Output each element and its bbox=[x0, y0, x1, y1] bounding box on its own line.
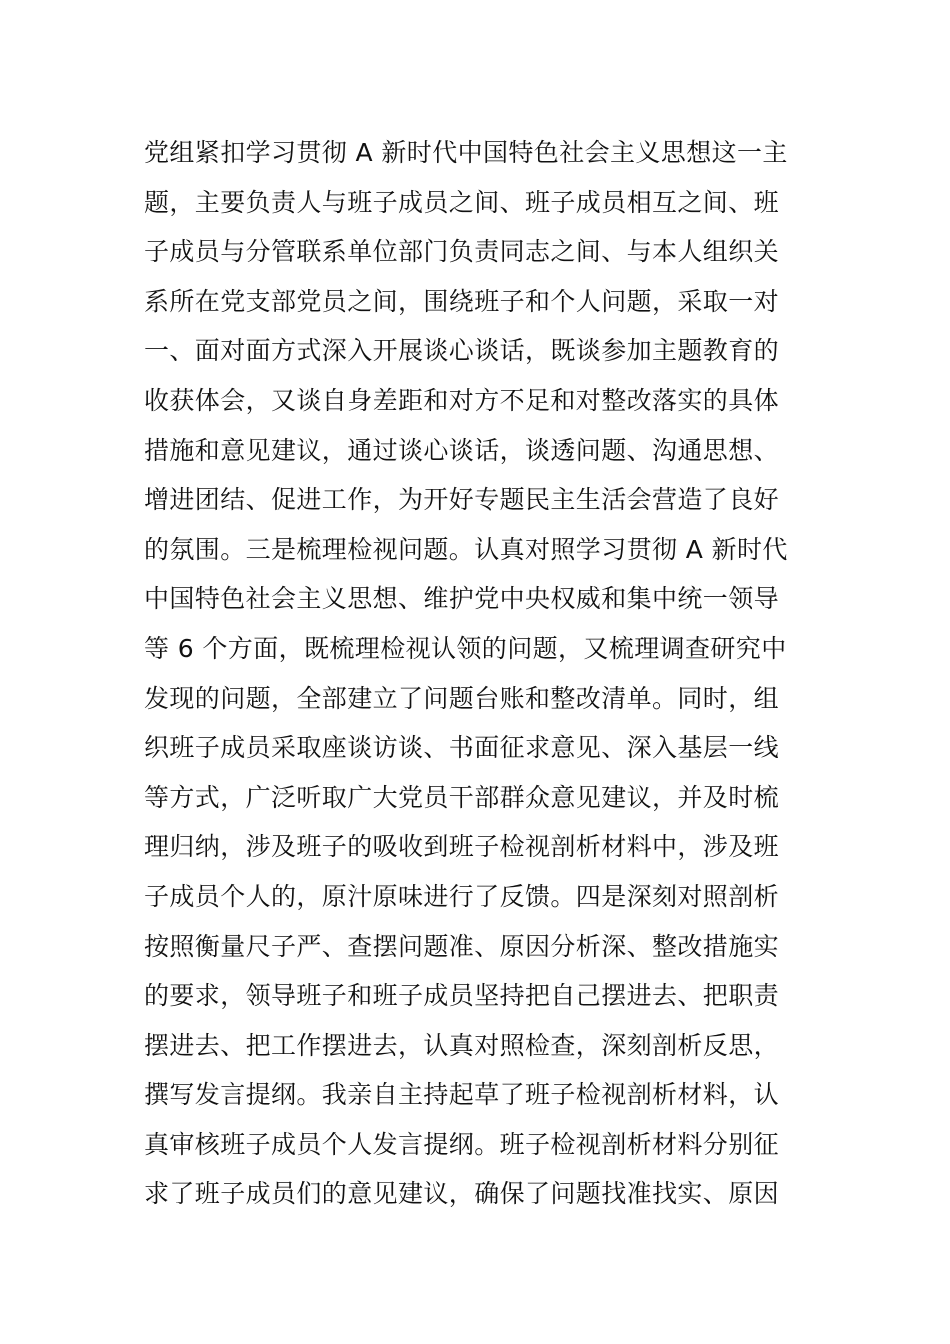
text-line-7: 措施和意见建议，通过谈心谈话，谈透问题、沟通思想、 bbox=[144, 435, 780, 465]
text-line-3: 子成员与分管联系单位部门负责同志之间、与本人组织关 bbox=[144, 237, 780, 267]
text-line-22: 求了班子成员们的意见建议，确保了问题找准找实、原因 bbox=[144, 1179, 780, 1209]
body-text bbox=[144, 128, 824, 1219]
text-line-13: 织班子成员采取座谈访谈、书面征求意见、深入基层一线 bbox=[144, 733, 780, 763]
text-line-4: 系所在党支部党员之间，围绕班子和个人问题，采取一对 bbox=[144, 286, 780, 316]
text-line-6: 收获体会，又谈自身差距和对方不足和对整改落实的具体 bbox=[144, 385, 780, 415]
text-line-10: 中国特色社会主义思想、维护党中央权威和集中统一领导 bbox=[144, 584, 780, 614]
text-line-15: 理归纳，涉及班子的吸收到班子检视剖析材料中，涉及班 bbox=[144, 832, 780, 862]
text-line-11: 等 6 个方面，既梳理检视认领的问题，又梳理调查研究中 bbox=[144, 633, 787, 663]
text-line-20: 撰写发言提纲。我亲自主持起草了班子检视剖析材料，认 bbox=[144, 1080, 780, 1110]
text-line-19: 摆进去、把工作摆进去，认真对照检查，深刻剖析反思， bbox=[144, 1030, 780, 1060]
text-line-14: 等方式，广泛听取广大党员干部群众意见建议，并及时梳 bbox=[144, 782, 780, 812]
text-line-2: 题，主要负责人与班子成员之间、班子成员相互之间、班 bbox=[144, 187, 780, 217]
text-line-12: 发现的问题，全部建立了问题台账和整改清单。同时，组 bbox=[144, 683, 780, 713]
text-line-18: 的要求，领导班子和班子成员坚持把自己摆进去、把职责 bbox=[144, 981, 780, 1011]
text-line-21: 真审核班子成员个人发言提纲。班子检视剖析材料分别征 bbox=[144, 1129, 780, 1159]
text-line-5: 一、面对面方式深入开展谈心谈话，既谈参加主题教育的 bbox=[144, 336, 780, 366]
text-line-1: 党组紧扣学习贯彻 A 新时代中国特色社会主义思想这一主 bbox=[144, 138, 788, 167]
text-line-8: 增进团结、促进工作，为开好专题民主生活会营造了良好 bbox=[144, 485, 780, 515]
text-line-17: 按照衡量尺子严、查摆问题准、原因分析深、整改措施实 bbox=[144, 931, 780, 961]
text-line-16: 子成员个人的，原汁原味进行了反馈。四是深刻对照剖析 bbox=[144, 881, 780, 911]
text-line-9: 的氛围。三是梳理检视问题。认真对照学习贯彻 A 新时代 bbox=[144, 534, 788, 564]
